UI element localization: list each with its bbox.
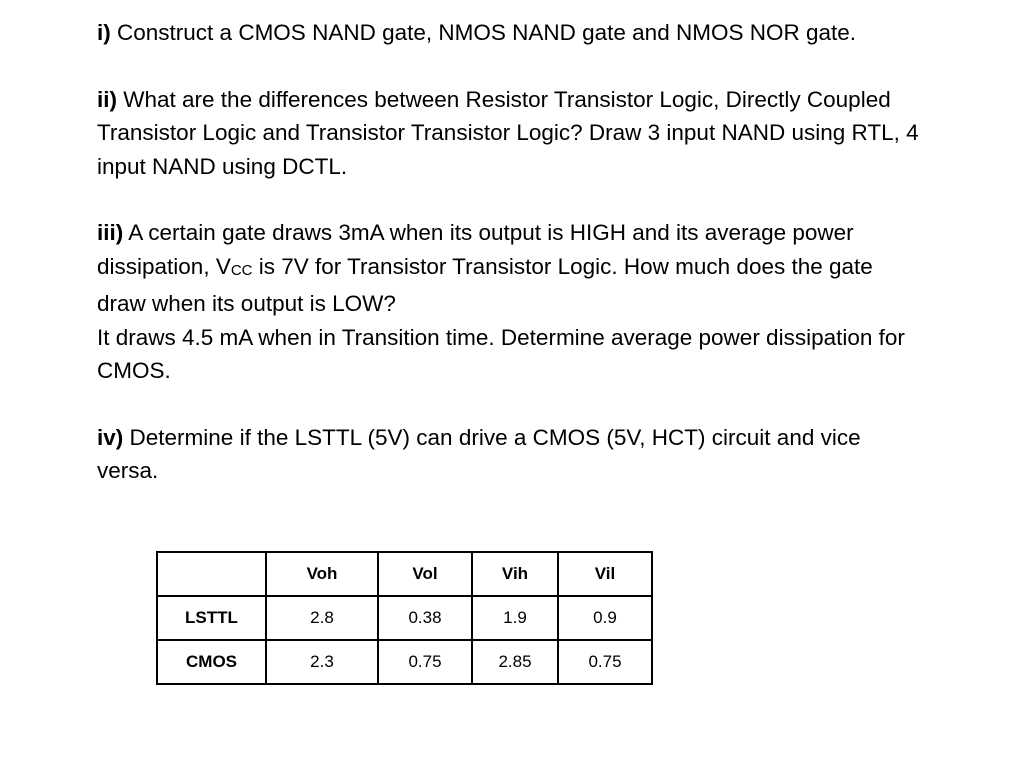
table-cell: 0.75 <box>378 640 472 684</box>
question-3-text-before-vcc: A certain gate draws 3mA when its output is HIGH and its average power dissipation, <box>97 220 854 279</box>
question-3-line-2: It draws 4.5 mA when in Transition time. Determine average power dissipation for CMOS. <box>97 324 905 384</box>
table-cell: 0.75 <box>558 640 652 684</box>
question-3-label: iii) <box>97 220 124 246</box>
question-document <box>97 16 927 488</box>
question-1 <box>97 16 927 49</box>
logic-levels-table <box>156 551 653 685</box>
table-header-corner <box>157 552 266 596</box>
table-header-vil: Vil <box>558 552 652 596</box>
table-cell: 2.85 <box>472 640 558 684</box>
question-2-text: What are the differences between Resistor Transistor Logic, Directly Coupled Transistor Logic and Transistor Transistor Logic? Draw 3 input NAND using RTL, 4 input NAND using DCTL. <box>97 86 919 179</box>
table-row-label-cmos: CMOS <box>157 640 266 684</box>
question-3-text-after-vcc: is 7V for Transistor Transistor Logic. How much does the gate draw when its output is LOW? <box>97 253 873 317</box>
table-header-row <box>157 552 652 596</box>
question-4-text: Determine if the LSTTL (5V) can drive a CMOS (5V, HCT) circuit and vice versa. <box>97 424 861 484</box>
question-3-paragraph <box>97 216 927 320</box>
table-cell: 0.38 <box>378 596 472 640</box>
question-1-label: i) <box>97 20 111 45</box>
question-2 <box>97 83 927 183</box>
question-4 <box>97 421 927 488</box>
table-header-voh: Voh <box>266 552 378 596</box>
question-2-label: ii) <box>97 86 117 112</box>
table-row-label-lsttl: LSTTL <box>157 596 266 640</box>
table-cell: 2.8 <box>266 596 378 640</box>
table-cell: 0.9 <box>558 596 652 640</box>
table-header-vol: Vol <box>378 552 472 596</box>
table-cell: 2.3 <box>266 640 378 684</box>
table-row <box>157 596 652 640</box>
table-row <box>157 640 652 684</box>
vcc-main: V <box>215 253 231 279</box>
question-4-label: iv) <box>97 424 124 450</box>
vcc-symbol <box>216 254 253 279</box>
question-1-text: Construct a CMOS NAND gate, NMOS NAND gate and NMOS NOR gate. <box>117 20 856 45</box>
table-header-vih: Vih <box>472 552 558 596</box>
table-cell: 1.9 <box>472 596 558 640</box>
vcc-subscript: CC <box>230 261 253 279</box>
question-3 <box>97 216 927 387</box>
